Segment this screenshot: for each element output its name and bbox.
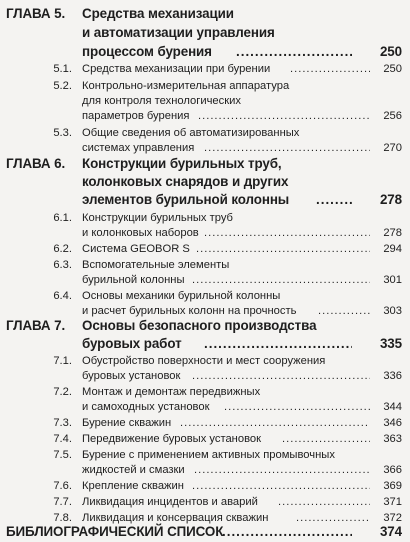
- section-7-8-number: 7.8.: [53, 512, 72, 524]
- chapter-6-title-line-3: элементов бурильной колонны: [82, 192, 290, 207]
- section-7-2-number: 7.2.: [53, 386, 72, 398]
- section-7-2-title-line-2: и самоходных установок: [82, 401, 210, 413]
- section-7-1-number: 7.1.: [53, 355, 72, 367]
- chapter-6-label: ГЛАВА 6.: [6, 156, 66, 171]
- section-7-4-title: Передвижение буровых установок: [82, 433, 262, 445]
- leader-dots: [204, 227, 370, 239]
- section-5-1-page: 250: [383, 63, 402, 75]
- leader-dots: [318, 305, 370, 317]
- section-7-1-title-line-1: Обустройство поверхности и мест сооружения: [82, 355, 326, 367]
- leader-dots: [198, 110, 370, 122]
- chapter-7-title-line-1: Основы безопасного производства: [82, 318, 317, 333]
- section-6-3-title-line-2: бурильной колонны: [82, 274, 185, 286]
- section-7-5-number: 7.5.: [53, 449, 72, 461]
- bibliography-page: 374: [379, 524, 402, 539]
- section-7-4-number: 7.4.: [53, 433, 72, 445]
- chapter-7-label: ГЛАВА 7.: [6, 318, 66, 333]
- chapter-5-label: ГЛАВА 5.: [6, 6, 66, 21]
- leader-dots: [290, 63, 370, 75]
- section-7-6-title: Крепление скважин: [82, 480, 184, 492]
- section-7-3-title: Бурение скважин: [82, 417, 172, 429]
- leader-dots: [192, 370, 370, 382]
- chapter-7-title-line-2: буровых работ: [82, 336, 182, 351]
- leader-dots: [222, 524, 352, 539]
- leader-dots: [236, 44, 352, 59]
- section-6-1-page: 278: [383, 227, 402, 239]
- section-7-2-title-line-1: Монтаж и демонтаж передвижных: [82, 386, 261, 398]
- section-5-2-title-line-2: для контроля технологических: [82, 95, 241, 107]
- leader-dots: [224, 401, 370, 413]
- section-6-2-page: 294: [383, 243, 402, 255]
- chapter-6-title-line-1: Конструкции бурильных труб,: [82, 156, 282, 171]
- leader-dots: [192, 274, 370, 286]
- section-7-8-title: Ликвидация и консервация скважин: [82, 512, 269, 524]
- leader-dots: [296, 512, 370, 524]
- section-6-2-title: Система GEOBOR S: [82, 243, 190, 255]
- section-5-2-page: 256: [383, 110, 402, 122]
- section-7-8-page: 372: [383, 512, 402, 524]
- section-6-4-page: 303: [383, 305, 402, 317]
- leader-dots: [194, 464, 370, 476]
- chapter-7-page: 335: [379, 336, 402, 351]
- section-5-3-number: 5.3.: [53, 127, 72, 139]
- leader-dots: [192, 480, 370, 492]
- section-7-6-number: 7.6.: [53, 480, 72, 492]
- section-7-7-title: Ликвидация инцидентов и аварий: [82, 496, 258, 508]
- section-6-4-title-line-1: Основы механики бурильной колонны: [82, 290, 281, 302]
- section-7-5-title-line-2: жидкостей и смазки: [82, 464, 185, 476]
- bibliography-label: БИБЛИОГРАФИЧЕСКИЙ СПИСОК: [6, 524, 224, 539]
- leader-dots: [316, 192, 352, 207]
- section-5-1-number: 5.1.: [53, 63, 72, 75]
- section-5-2-title-line-1: Контрольно-измерительная аппаратура: [82, 80, 290, 92]
- chapter-5-title-line-1: Средства механизации: [82, 6, 234, 21]
- section-7-5-title-line-1: Бурение с применением активных промывочных: [82, 449, 335, 461]
- section-6-3-page: 301: [383, 274, 402, 286]
- section-7-1-title-line-2: буровых установок: [82, 370, 181, 382]
- section-5-2-number: 5.2.: [53, 80, 72, 92]
- section-7-3-page: 346: [383, 417, 402, 429]
- section-6-1-title-line-1: Конструкции бурильных труб: [82, 212, 233, 224]
- chapter-5-title-line-2: и автоматизации управления: [82, 25, 275, 40]
- section-6-3-number: 6.3.: [53, 259, 72, 271]
- section-7-5-page: 366: [383, 464, 402, 476]
- section-7-6-page: 369: [383, 480, 402, 492]
- section-5-3-title-line-1: Общие сведения об автоматизированных: [82, 127, 300, 139]
- section-7-7-page: 371: [383, 496, 402, 508]
- chapter-5-page: 250: [379, 44, 402, 59]
- section-5-3-title-line-2: системах управления: [82, 142, 195, 154]
- section-5-1-title: Средства механизации при бурении: [82, 63, 271, 75]
- section-6-2-number: 6.2.: [53, 243, 72, 255]
- section-7-1-page: 336: [383, 370, 402, 382]
- section-7-4-page: 363: [383, 433, 402, 445]
- leader-dots: [282, 433, 370, 445]
- section-5-3-page: 270: [383, 142, 402, 154]
- chapter-6-page: 278: [379, 192, 402, 207]
- leader-dots: [204, 336, 352, 351]
- section-6-3-title-line-1: Вспомогательные элементы: [82, 259, 230, 271]
- leader-dots: [196, 243, 370, 255]
- section-6-4-number: 6.4.: [53, 290, 72, 302]
- section-7-2-page: 344: [383, 401, 402, 413]
- section-7-3-number: 7.3.: [53, 417, 72, 429]
- leader-dots: [180, 417, 370, 429]
- section-5-2-title-line-3: параметров бурения: [82, 110, 190, 122]
- chapter-5-title-line-3: процессом бурения: [82, 44, 212, 59]
- section-6-1-number: 6.1.: [53, 212, 72, 224]
- leader-dots: [278, 496, 370, 508]
- section-7-7-number: 7.7.: [53, 496, 72, 508]
- section-6-1-title-line-2: и колонковых наборов: [82, 227, 199, 239]
- leader-dots: [204, 142, 370, 154]
- chapter-6-title-line-2: колонковых снарядов и других: [82, 174, 289, 189]
- section-6-4-title-line-2: и расчет бурильных колонн на прочность: [82, 305, 297, 317]
